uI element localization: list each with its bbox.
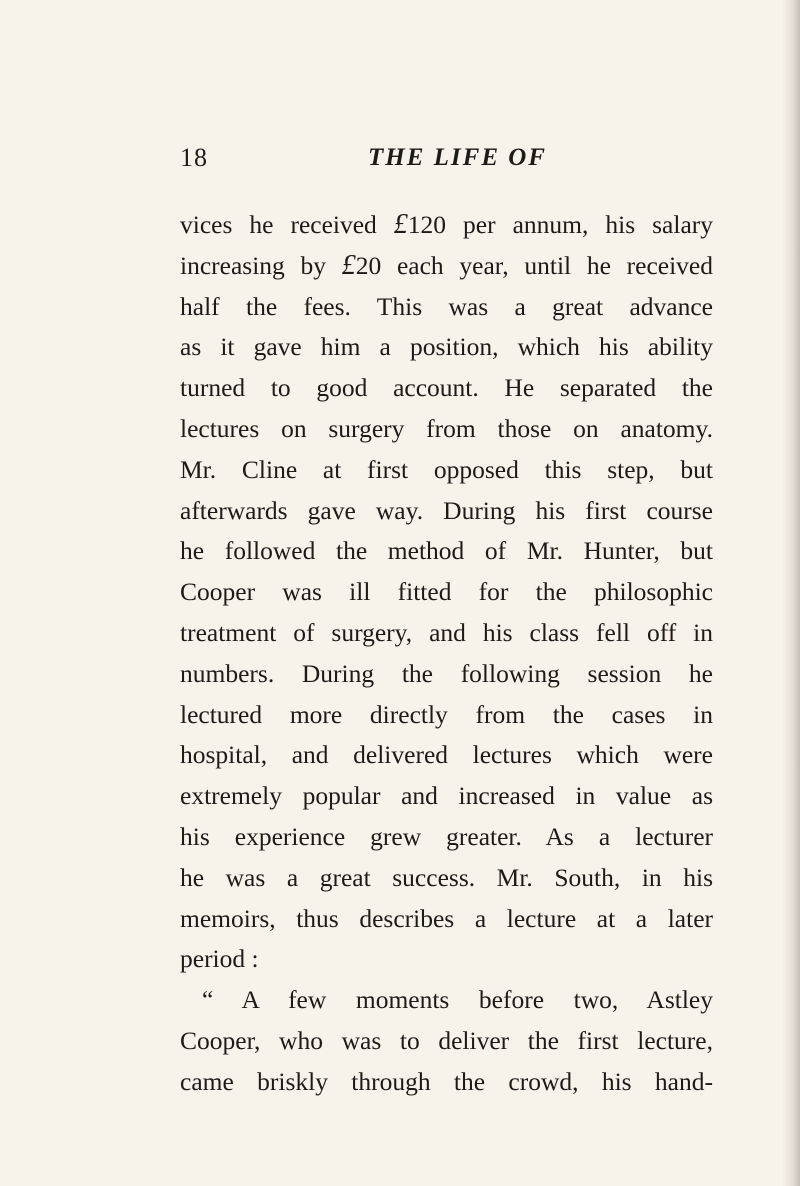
text-line-4: as it gave him a position, which his ability [180,332,713,362]
text-fragment: increasing by [180,250,342,280]
text-line-19: period : [180,944,259,974]
text-line-7: Mr. Cline at first opposed this step, but [180,454,713,484]
text-line-3: half the fees. This was a great advance [180,291,713,321]
text-fragment: vices he received [180,210,394,239]
body-text [180,205,713,1103]
pound-sign: £ [341,249,356,281]
text-line-21: Cooper, who was to deliver the first lecture, [180,1025,713,1055]
running-head [180,143,700,183]
text-line-1 [180,205,713,246]
text-line-13: lectured more directly from the cases in [180,699,713,729]
text-line-9: he followed the method of Mr. Hunter, but [180,536,713,566]
text-line-14: hospital, and delivered lectures which were [180,740,713,770]
text-line-8: afterwards gave way. During his first course [180,495,713,525]
pound-sign: £ [393,209,408,240]
text-line-11: treatment of surgery, and his class fell off in [180,617,713,647]
text-line-10: Cooper was ill fitted for the philosophic [180,577,713,607]
running-title: THE LIFE OF [368,144,547,171]
text-line-20: “ A few moments before two, Astley [202,985,713,1015]
text-line-5: turned to good account. He separated the [180,373,713,403]
text-line-12: numbers. During the following session he [180,658,713,688]
page-edge-shadow [782,0,800,1186]
text-fragment: 120 per annum, his salary [407,210,714,239]
text-line-2 [180,246,713,287]
page-number: 18 [180,143,208,172]
text-line-6: lectures on surgery from those on anatomy. [180,413,713,443]
text-line-22: came briskly through the crowd, his hand- [180,1066,713,1096]
text-line-16: his experience grew greater. As a lecturer [180,821,713,851]
text-line-18: memoirs, thus describes a lecture at a later [180,903,713,933]
text-line-15: extremely popular and increased in value as [180,781,713,811]
text-line-17: he was a great success. Mr. South, in his [180,862,713,892]
text-fragment: 20 each year, until he received [355,250,713,280]
